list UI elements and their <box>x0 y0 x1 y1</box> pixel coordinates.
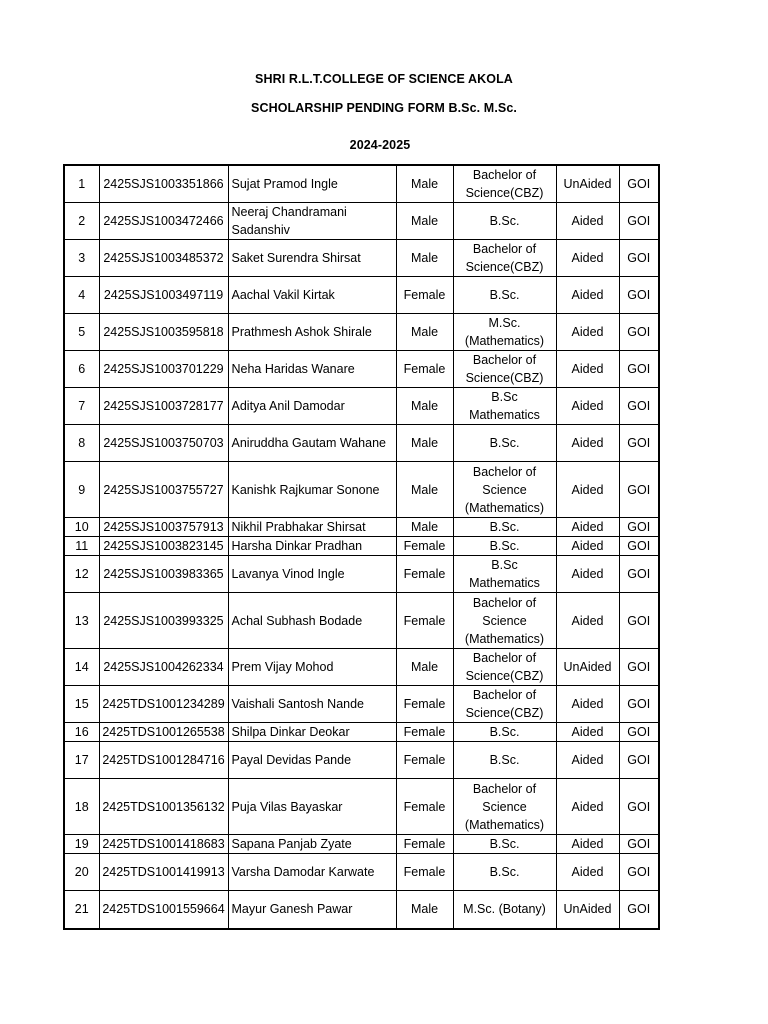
course-cell: Bachelor of Science (Mathematics) <box>453 462 556 518</box>
gender-cell: Male <box>396 240 453 277</box>
course-cell: B.Sc. <box>453 742 556 779</box>
application-id-cell: 2425SJS1003701229 <box>99 351 228 388</box>
scheme-cell: GOI <box>619 314 659 351</box>
application-id-cell: 2425SJS1003993325 <box>99 593 228 649</box>
aid-type-cell: Aided <box>556 742 619 779</box>
course-cell: M.Sc. (Botany) <box>453 891 556 929</box>
gender-cell: Female <box>396 854 453 891</box>
gender-cell: Female <box>396 723 453 742</box>
gender-cell: Female <box>396 779 453 835</box>
application-id-cell: 2425TDS1001419913 <box>99 854 228 891</box>
aid-type-cell: Aided <box>556 593 619 649</box>
application-id-cell: 2425TDS1001356132 <box>99 779 228 835</box>
gender-cell: Male <box>396 518 453 537</box>
course-cell: Bachelor of Science(CBZ) <box>453 165 556 203</box>
course-cell: Bachelor of Science(CBZ) <box>453 649 556 686</box>
gender-cell: Male <box>396 891 453 929</box>
table-row <box>64 556 659 593</box>
aid-type-cell: Aided <box>556 314 619 351</box>
scheme-cell: GOI <box>619 518 659 537</box>
scheme-cell: GOI <box>619 891 659 929</box>
gender-cell: Male <box>396 462 453 518</box>
serial-number-cell: 3 <box>64 240 99 277</box>
course-cell: B.Sc. <box>453 518 556 537</box>
aid-type-cell: UnAided <box>556 891 619 929</box>
student-name-cell: Saket Surendra Shirsat <box>228 240 396 277</box>
table-row <box>64 388 659 425</box>
serial-number-cell: 18 <box>64 779 99 835</box>
student-name-cell: Achal Subhash Bodade <box>228 593 396 649</box>
aid-type-cell: Aided <box>556 835 619 854</box>
application-id-cell: 2425SJS1003823145 <box>99 537 228 556</box>
scheme-cell: GOI <box>619 742 659 779</box>
application-id-cell: 2425SJS1003351866 <box>99 165 228 203</box>
serial-number-cell: 1 <box>64 165 99 203</box>
scheme-cell: GOI <box>619 425 659 462</box>
gender-cell: Male <box>396 165 453 203</box>
gender-cell: Female <box>396 351 453 388</box>
scholarship-table <box>63 164 660 930</box>
course-cell: B.Sc Mathematics <box>453 388 556 425</box>
student-name-cell: Harsha Dinkar Pradhan <box>228 537 396 556</box>
academic-year: 2024-2025 <box>349 138 411 152</box>
gender-cell: Female <box>396 835 453 854</box>
table-row <box>64 518 659 537</box>
aid-type-cell: Aided <box>556 686 619 723</box>
scheme-cell: GOI <box>619 388 659 425</box>
scheme-cell: GOI <box>619 240 659 277</box>
form-title: SCHOLARSHIP PENDING FORM B.Sc. M.Sc. <box>251 101 517 115</box>
student-name-cell: Prem Vijay Mohod <box>228 649 396 686</box>
scheme-cell: GOI <box>619 649 659 686</box>
scheme-cell: GOI <box>619 462 659 518</box>
application-id-cell: 2425SJS1003485372 <box>99 240 228 277</box>
scheme-cell: GOI <box>619 203 659 240</box>
student-name-cell: Neha Haridas Wanare <box>228 351 396 388</box>
course-cell: B.Sc. <box>453 537 556 556</box>
scheme-cell: GOI <box>619 165 659 203</box>
aid-type-cell: Aided <box>556 203 619 240</box>
serial-number-cell: 16 <box>64 723 99 742</box>
table-row <box>64 835 659 854</box>
course-cell: B.Sc. <box>453 835 556 854</box>
application-id-cell: 2425SJS1003497119 <box>99 277 228 314</box>
application-id-cell: 2425TDS1001418683 <box>99 835 228 854</box>
scheme-cell: GOI <box>619 351 659 388</box>
table-row <box>64 462 659 518</box>
application-id-cell: 2425TDS1001265538 <box>99 723 228 742</box>
student-name-cell: Lavanya Vinod Ingle <box>228 556 396 593</box>
table-row <box>64 240 659 277</box>
application-id-cell: 2425SJS1003595818 <box>99 314 228 351</box>
serial-number-cell: 2 <box>64 203 99 240</box>
serial-number-cell: 8 <box>64 425 99 462</box>
application-id-cell: 2425SJS1003757913 <box>99 518 228 537</box>
serial-number-cell: 19 <box>64 835 99 854</box>
table-body <box>64 165 659 929</box>
gender-cell: Male <box>396 388 453 425</box>
course-cell: B.Sc. <box>453 277 556 314</box>
gender-cell: Female <box>396 593 453 649</box>
aid-type-cell: UnAided <box>556 649 619 686</box>
gender-cell: Female <box>396 556 453 593</box>
aid-type-cell: Aided <box>556 277 619 314</box>
course-cell: B.Sc. <box>453 854 556 891</box>
scheme-cell: GOI <box>619 556 659 593</box>
student-name-cell: Mayur Ganesh Pawar <box>228 891 396 929</box>
student-name-cell: Aniruddha Gautam Wahane <box>228 425 396 462</box>
scheme-cell: GOI <box>619 835 659 854</box>
table-row <box>64 351 659 388</box>
table-row <box>64 854 659 891</box>
aid-type-cell: UnAided <box>556 165 619 203</box>
table-row <box>64 779 659 835</box>
aid-type-cell: Aided <box>556 351 619 388</box>
student-name-cell: Shilpa Dinkar Deokar <box>228 723 396 742</box>
table-row <box>64 686 659 723</box>
aid-type-cell: Aided <box>556 462 619 518</box>
aid-type-cell: Aided <box>556 240 619 277</box>
student-name-cell: Sapana Panjab Zyate <box>228 835 396 854</box>
student-name-cell: Payal Devidas Pande <box>228 742 396 779</box>
aid-type-cell: Aided <box>556 518 619 537</box>
application-id-cell: 2425TDS1001559664 <box>99 891 228 929</box>
student-name-cell: Kanishk Rajkumar Sonone <box>228 462 396 518</box>
course-cell: Bachelor of Science (Mathematics) <box>453 593 556 649</box>
gender-cell: Male <box>396 314 453 351</box>
application-id-cell: 2425SJS1003983365 <box>99 556 228 593</box>
gender-cell: Male <box>396 203 453 240</box>
table-row <box>64 742 659 779</box>
scheme-cell: GOI <box>619 723 659 742</box>
student-name-cell: Sujat Pramod Ingle <box>228 165 396 203</box>
table-row <box>64 277 659 314</box>
gender-cell: Male <box>396 649 453 686</box>
scheme-cell: GOI <box>619 854 659 891</box>
gender-cell: Female <box>396 686 453 723</box>
course-cell: B.Sc. <box>453 723 556 742</box>
serial-number-cell: 21 <box>64 891 99 929</box>
serial-number-cell: 6 <box>64 351 99 388</box>
aid-type-cell: Aided <box>556 556 619 593</box>
application-id-cell: 2425TDS1001284716 <box>99 742 228 779</box>
course-cell: Bachelor of Science(CBZ) <box>453 240 556 277</box>
serial-number-cell: 20 <box>64 854 99 891</box>
application-id-cell: 2425SJS1003728177 <box>99 388 228 425</box>
college-title: SHRI R.L.T.COLLEGE OF SCIENCE AKOLA <box>255 72 513 86</box>
aid-type-cell: Aided <box>556 425 619 462</box>
gender-cell: Male <box>396 425 453 462</box>
table-row <box>64 425 659 462</box>
table-row <box>64 314 659 351</box>
table-row <box>64 537 659 556</box>
table-row <box>64 649 659 686</box>
student-name-cell: Aachal Vakil Kirtak <box>228 277 396 314</box>
table-row <box>64 891 659 929</box>
aid-type-cell: Aided <box>556 779 619 835</box>
student-name-cell: Neeraj Chandramani Sadanshiv <box>228 203 396 240</box>
student-name-cell: Vaishali Santosh Nande <box>228 686 396 723</box>
scheme-cell: GOI <box>619 779 659 835</box>
course-cell: Bachelor of Science (Mathematics) <box>453 779 556 835</box>
scheme-cell: GOI <box>619 593 659 649</box>
student-name-cell: Nikhil Prabhakar Shirsat <box>228 518 396 537</box>
serial-number-cell: 13 <box>64 593 99 649</box>
student-name-cell: Varsha Damodar Karwate <box>228 854 396 891</box>
serial-number-cell: 14 <box>64 649 99 686</box>
aid-type-cell: Aided <box>556 854 619 891</box>
course-cell: Bachelor of Science(CBZ) <box>453 351 556 388</box>
serial-number-cell: 5 <box>64 314 99 351</box>
serial-number-cell: 12 <box>64 556 99 593</box>
student-name-cell: Prathmesh Ashok Shirale <box>228 314 396 351</box>
student-name-cell: Aditya Anil Damodar <box>228 388 396 425</box>
aid-type-cell: Aided <box>556 388 619 425</box>
table-row <box>64 165 659 203</box>
gender-cell: Female <box>396 277 453 314</box>
aid-type-cell: Aided <box>556 537 619 556</box>
course-cell: Bachelor of Science(CBZ) <box>453 686 556 723</box>
course-cell: B.Sc. <box>453 203 556 240</box>
serial-number-cell: 10 <box>64 518 99 537</box>
application-id-cell: 2425SJS1003750703 <box>99 425 228 462</box>
table-row <box>64 723 659 742</box>
serial-number-cell: 9 <box>64 462 99 518</box>
serial-number-cell: 4 <box>64 277 99 314</box>
gender-cell: Female <box>396 537 453 556</box>
table-row <box>64 593 659 649</box>
application-id-cell: 2425SJS1004262334 <box>99 649 228 686</box>
scheme-cell: GOI <box>619 537 659 556</box>
serial-number-cell: 17 <box>64 742 99 779</box>
application-id-cell: 2425SJS1003755727 <box>99 462 228 518</box>
scheme-cell: GOI <box>619 686 659 723</box>
serial-number-cell: 7 <box>64 388 99 425</box>
serial-number-cell: 15 <box>64 686 99 723</box>
aid-type-cell: Aided <box>556 723 619 742</box>
student-name-cell: Puja Vilas Bayaskar <box>228 779 396 835</box>
course-cell: B.Sc Mathematics <box>453 556 556 593</box>
course-cell: B.Sc. <box>453 425 556 462</box>
course-cell: M.Sc. (Mathematics) <box>453 314 556 351</box>
gender-cell: Female <box>396 742 453 779</box>
table-row <box>64 203 659 240</box>
scheme-cell: GOI <box>619 277 659 314</box>
application-id-cell: 2425TDS1001234289 <box>99 686 228 723</box>
application-id-cell: 2425SJS1003472466 <box>99 203 228 240</box>
serial-number-cell: 11 <box>64 537 99 556</box>
